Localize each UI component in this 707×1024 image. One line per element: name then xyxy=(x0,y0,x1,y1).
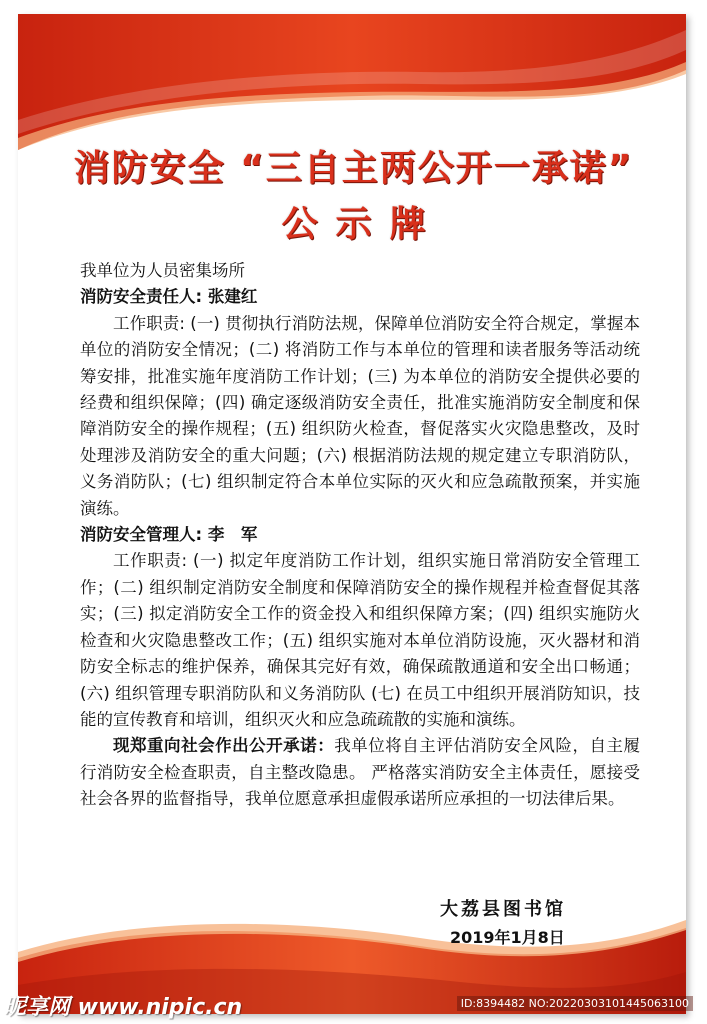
pledge-heading: 现郑重向社会作出公开承诺： xyxy=(113,736,335,756)
manager-duties: 工作职责: (一) 拟定年度消防工作计划，组织实施日常消防安全管理工作；(二) 组织制定消防安全制度和保障消防安全的操作规程并检查督促其落实；(三) 拟定消防安全工作的资金投入和组织保障方案；(四) 组织实施防火检查和火灾隐患整改工作；(五) 组织实施对本单位消防设施，灭火器材和消防安全标志的维护保养，确保其完好有效，确保疏散通道和安全出口畅通；(六) 组织管理专职消防队和义务消防队 (七) 在员工中组织开展消防知识，技能的宣传教育和培训，组织灭火和应急疏疏散的实施和演练。 xyxy=(80,551,640,729)
intro-text: 我单位为人员密集场所 xyxy=(80,261,245,280)
watermark-id: ID:8394482 NO:20220303101445063100 xyxy=(457,996,693,1011)
responsible-person: 消防安全责任人: 张建红 xyxy=(80,287,258,307)
manager-person: 消防安全管理人: 李 军 xyxy=(80,525,258,545)
notice-body xyxy=(80,258,640,813)
signer-organization: 大荔县图书馆 xyxy=(440,899,566,920)
watermark-logo: 昵享网 www.nipic.cn xyxy=(4,995,243,1020)
pledge-body: 我单位将自主评估消防安全风险，自主履行消防安全检查职责，自主整改隐患。 严格落实消防安全主体责任，愿接受社会各界的监督指导，我单位愿意承担虚假承诺所应承担的一切法律后果。 xyxy=(80,736,641,809)
title-line-2: 公示牌 xyxy=(281,204,444,245)
responsible-duties: 工作职责: (一) 贯彻执行消防法规，保障单位消防安全符合规定，掌握本单位的消防安全情况；(二) 将消防工作与本单位的管理和读者服务等活动统筹安排，批准实施年度消防工作计划；(三) 为本单位的消防安全提供必要的经费和组织保障；(四) 确定逐级消防安全责任，批准实施消防安全制度和保障消防安全的操作规程；(五) 组织防火检查，督促落实火灾隐患整改，及时处理涉及消防安全的重大问题；(六) 根据消防法规的规定建立专职消防队，义务消防队；(七) 组织制定符合本单位实际的灭火和应急疏散预案，并实施演练。 xyxy=(80,313,640,518)
title-line-1: 消防安全 “三自主两公开一承诺” xyxy=(73,148,634,189)
sign-date: 2019年1月8日 xyxy=(450,928,565,947)
public-pledge xyxy=(80,733,640,812)
